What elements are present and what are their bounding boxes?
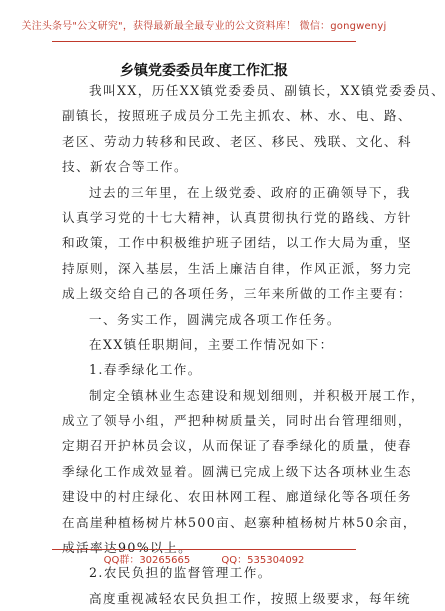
document-title: 乡镇党委委员年度工作汇报 — [120, 63, 288, 79]
body-line: 季绿化工作成效显着。圆满已完成上级下达各项林业生态 — [62, 463, 412, 479]
body-line: 技、新农合等工作。 — [62, 159, 188, 175]
body-line: 过去的三年里，在上级党委、政府的正确领导下，我 — [89, 184, 411, 200]
header-divider — [52, 41, 356, 42]
footer-divider — [52, 549, 356, 550]
footer-qq: QQ：535304092 — [221, 555, 305, 566]
body-line: 在XX镇任职期间，主要工作情况如下： — [89, 336, 334, 352]
body-line: 成上级交给自己的各项任务，三年来所做的工作主要有： — [62, 286, 412, 302]
body-line: 制定全镇林业生态建设和规划细则，并积极开展工作， — [89, 387, 425, 403]
body-line: 一、务实工作，圆满完成各项工作任务。 — [89, 311, 341, 327]
body-line: 认真学习党的十七大精神，认真贯彻执行党的路线、方针 — [62, 209, 412, 225]
body-line: 副镇长，按照班子成员分工先主抓农、林、水、电、路、 — [62, 108, 412, 124]
body-line: 2.农民负担的监督管理工作。 — [89, 565, 272, 581]
body-line: 1.春季绿化工作。 — [89, 362, 202, 378]
body-line: 成活率达90%以上。 — [62, 540, 193, 556]
body-line: 成立了领导小组，严把种树质量关，同时出台管理细则， — [62, 413, 412, 429]
header-notice: 关注头条号"公文研究"，获得最新最全最专业的公文资料库！ 微信：gongwenyj — [21, 21, 387, 32]
body-line: 老区、劳动力转移和民政、老区、移民、残联、文化、科 — [62, 133, 412, 149]
body-line: 和政策，工作中积极维护班子团结，以工作大局为重，坚 — [62, 235, 412, 251]
footer-qq-group: QQ群：30265665 — [103, 555, 191, 566]
body-line: 我叫XX，历任XX镇党委委员、副镇长，XX镇党委委员、 — [89, 83, 445, 98]
document-body — [62, 78, 445, 611]
page-footer — [0, 551, 408, 566]
page-header — [0, 0, 408, 44]
body-line: 持原则，深入基层，生活上廉洁自律，作风正派，努力完 — [62, 260, 412, 276]
body-line: 在高崖种植杨树片林500亩、赵寨种植杨树片林50余亩， — [62, 514, 417, 530]
body-line: 建设中的村庄绿化、农田林网工程、廊道绿化等各项任务 — [62, 489, 412, 505]
body-line: 高度重视减轻农民负担工作，按照上级要求，每年统 — [89, 590, 411, 606]
body-line: 定期召开护林员会议，从而保证了春季绿化的质量，使春 — [62, 438, 412, 454]
